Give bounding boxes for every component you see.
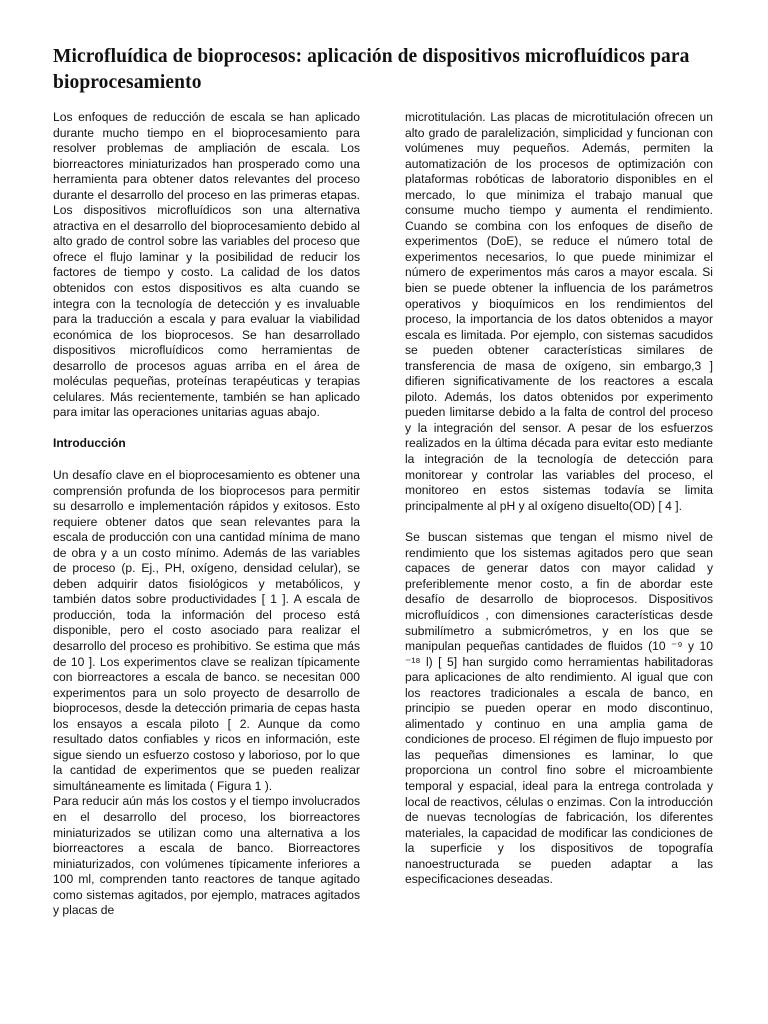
abstract-paragraph: Los enfoques de reducción de escala se han aplicado durante mucho tiempo en el bioprocesamiento para resolver problemas de ampliación de escala. Los biorreactores miniaturizados han prosperado como una herramienta para obtener datos relevantes del proceso durante el desarrollo del proceso en las primeras etapas. Los dispositivos microfluídicos son una alternativa atractiva en el desarrollo del bioprocesamiento debido al alto grado de control sobre las variables del proceso que ofrece el flujo laminar y la posibilidad de reducir los factores de tiempo y costo. La calidad de los datos obtenidos con estos dispositivos es alta cuando se integra con la tecnología de detección y es invaluable para la traducción a escala y para evaluar la viabilidad económica de los bioprocesos. Se han desarrollado dispositivos microfluídicos como herramientas de desarrollo de procesos aguas arriba en el área de moléculas pequeñas, proteínas terapéuticas y terapias celulares. Más recientemente, también se han aplicado para imitar las operaciones unitarias aguas abajo. <box>53 110 360 420</box>
intro-paragraph-2: Para reducir aún más los costos y el tiempo involucrados en el desarrollo del proceso, los biorreactores miniaturizados se utilizan como una alternativa a los biorreactores a escala de banco. Biorreactores miniaturizados, con volúmenes típicamente inferiores a 100 ml, comprenden tanto reactores de tanque agitado como sistemas agitados, por ejemplo, matraces agitados y placas de <box>53 794 360 918</box>
intro-paragraph-1: Un desafío clave en el bioprocesamiento es obtener una comprensión profunda de los bioprocesos para permitir su desarrollo e implementación rápidos y exitosos. Esto requiere obtener datos que sean relevantes para la escala de producción con una cantidad mínima de mano de obra y a un costo mínimo. Además de las variables de proceso (p. Ej., PH, oxígeno, densidad celular), se deben adquirir datos fisiológicos y metabólicos, y también datos sobre productividades [ 1 ]. A escala de producción, toda la información del proceso está disponible, pero el costo asociado para realizar el desarrollo del proceso es prohibitivo. Se estima que más de 10 ]. Los experimentos clave se realizan típicamente con biorreactores a escala de banco. se necesitan 000 experimentos para un solo proyecto de desarrollo de bioprocesos, desde la detección primaria de cepas hasta los ensayos a escala piloto [ 2. Aunque da como resultado datos confiables y ricos en información, este sigue siendo un esfuerzo costoso y laborioso, por lo que la cantidad de experimentos que se pueden realizar simultáneamente es limitada ( Figura 1 ). <box>53 467 360 793</box>
right-paragraph-2: Se buscan sistemas que tengan el mismo nivel de rendimiento que los sistemas agitados pero que sean capaces de generar datos con mayor calidad y preferiblemente menor costo, a fin de abordar este desafío de desarrollo de bioprocesos. Dispositivos microfluídicos , con dimensiones características desde submilímetro a submicrómetros, y en los que se manipulan pequeñas cantidades de fluidos (10 ⁻⁹ y 10 ⁻¹⁸ l) [ 5] han surgido como herramientas habilitadoras para aplicaciones de alto rendimiento. Al igual que con los reactores tradicionales a escala de banco, en principio se pueden operar en modo discontinuo, alimentado y continuo en una amplia gama de condiciones de proceso. El régimen de flujo impuesto por las pequeñas dimensiones es laminar, lo que proporciona un control fino sobre el microambiente temporal y espacial, ideal para la entrega controlada y local de reactivos, células o enzimas. Con la introducción de nuevas tecnologías de fabricación, los diferentes materiales, la capacidad de modificar las condiciones de la superficie y los dispositivos de topografía nanoestructurada se pueden adaptar a las especificaciones deseadas. <box>405 530 713 887</box>
document-title: Microfluídica de bioprocesos: aplicación de dispositivos microfluídicos para bioprocesamiento <box>53 46 690 93</box>
right-column <box>405 110 713 888</box>
left-column <box>53 110 360 919</box>
section-heading-introduccion: Introducción <box>53 436 126 451</box>
right-paragraph-1: microtitulación. Las placas de microtitulación ofrecen un alto grado de paralelización, simplicidad y funcionan con volúmenes muy pequeños. Además, permiten la automatización de los procesos de optimización con plataformas robóticas de laboratorio disponibles en el mercado, lo que minimiza el trabajo manual que consume mucho tiempo y aumenta el rendimiento. Cuando se combina con los enfoques de diseño de experimentos (DoE), se reduce el número total de experimentos necesarios, lo que puede minimizar el número de experimentos más caros a mayor escala. Si bien se puede obtener la influencia de los parámetros operativos y bioquímicos en los rendimientos del proceso, la importancia de los datos obtenidos a mayor escala es limitada. Por ejemplo, con sistemas sacudidos se pueden obtener características similares de transferencia de masa de oxígeno, sin embargo,3 ] difieren significativamente de los reactores a escala piloto. Además, los datos obtenidos por experimento pueden limitarse debido a la falta de control del proceso y la integración del sensor. A pesar de los esfuerzos realizados en la última década para evitar esto mediante la integración de la tecnología de detección para monitorear y controlar las variables del proceso, el monitoreo en estos sistemas todavía se limita principalmente al pH y al oxígeno disuelto(OD) [ 4 ]. <box>405 110 713 513</box>
